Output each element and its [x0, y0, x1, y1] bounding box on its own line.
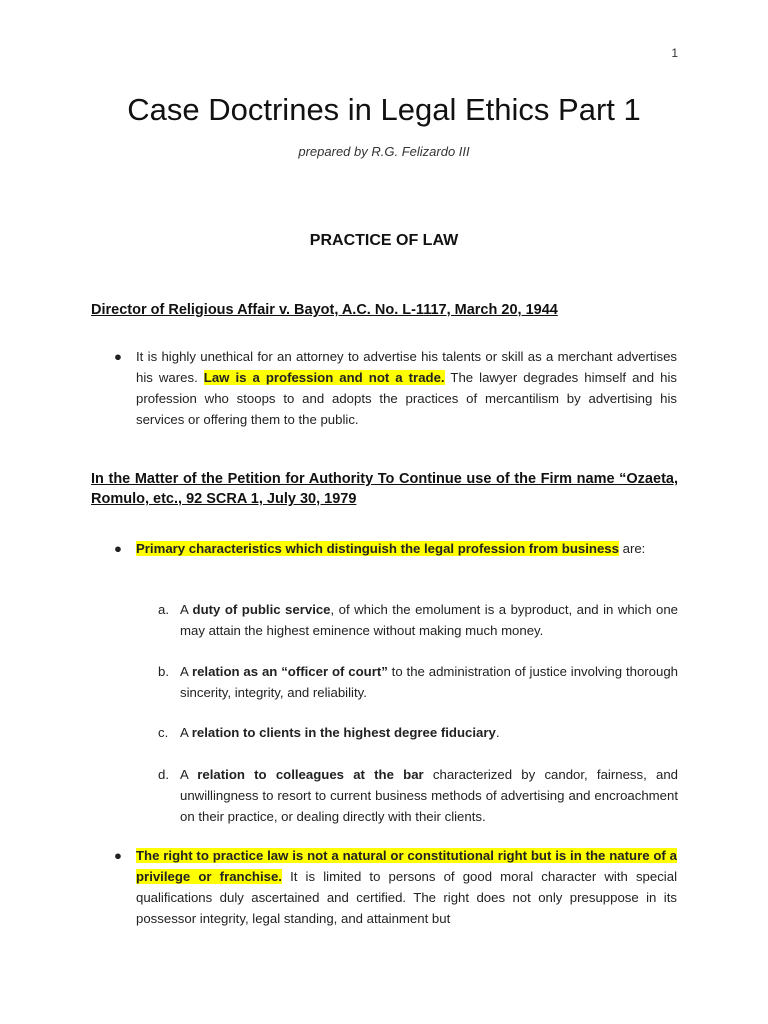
sub-item-post: . — [495, 725, 500, 740]
bullet-text — [136, 845, 677, 929]
sub-item-d — [158, 764, 678, 827]
bullet-text — [136, 346, 677, 430]
sub-item-bold: relation as an “officer of court” — [191, 664, 388, 679]
highlighted-text: Primary characteristics which distinguish the legal profession from business — [136, 541, 619, 556]
sub-item-pre: A — [180, 767, 198, 782]
bullet-primary-characteristics — [116, 538, 677, 559]
sub-item-letter: b. — [158, 664, 169, 679]
sub-item-c — [158, 722, 678, 743]
sub-item-a — [158, 599, 678, 641]
sub-item-pre: A — [180, 602, 193, 617]
document-author: prepared by R.G. Felizardo III — [298, 144, 470, 159]
sub-item-text — [180, 599, 678, 641]
bullet-text-part: The lawyer degrades himself and his profession who stoops to and adopts the practices of mercantilism by advertising his services or offering them to the public. — [136, 370, 678, 427]
sub-item-bold: relation to colleagues at the bar — [197, 767, 424, 782]
document-title: Case Doctrines in Legal Ethics Part 1 — [127, 92, 641, 127]
sub-item-pre: A — [180, 664, 192, 679]
bullet-text — [136, 538, 677, 559]
bullet-dot: ● — [114, 541, 122, 556]
bullet-right-to-practice — [116, 845, 677, 929]
sub-item-text — [180, 764, 678, 827]
sub-item-letter: d. — [158, 767, 169, 782]
highlighted-text: The right to practice law is not a natural or constitutional right but is in the nature of a privilege or franchise. — [136, 848, 677, 884]
highlighted-text: Law is a profession and not a trade. — [203, 370, 445, 385]
bullet-text-part: It is highly unethical for an attorney to advertise his talents or skill as a merchant advertises his wares. — [136, 349, 677, 385]
sub-item-bold: relation to clients in the highest degree fiduciary — [191, 725, 496, 740]
case-heading-bayot: Director of Religious Affair v. Bayot, A.C. No. L-1117, March 20, 1944 — [91, 302, 558, 318]
sub-item-post: , of which the emolument is a byproduct, and in which one may attain the highest eminence without making much money. — [180, 602, 679, 638]
bullet-dot: ● — [114, 848, 122, 863]
sub-item-letter: c. — [158, 725, 169, 740]
bullet-dot: ● — [114, 349, 122, 364]
bullet-text-part: are: — [618, 541, 646, 556]
sub-item-post: characterized by candor, fairness, and unwillingness to resort to current business methods of advertising and encroachment on their practice, or dealing directly with their clients. — [180, 767, 678, 824]
sub-item-letter: a. — [158, 602, 169, 617]
section-title: PRACTICE OF LAW — [309, 232, 459, 249]
sub-item-b — [158, 661, 678, 703]
page-number: 1 — [671, 46, 678, 60]
sub-item-post: to the administration of justice involving thorough sincerity, integrity, and reliability. — [180, 664, 679, 700]
sub-item-text — [180, 722, 678, 743]
case-heading-ozaeta: In the Matter of the Petition for Authority To Continue use of the Firm name “Ozaeta, Romulo, etc., 92 SCRA 1, July 30, 1979 — [91, 471, 678, 507]
sub-item-text — [180, 661, 678, 703]
sub-item-bold: duty of public service — [192, 602, 331, 617]
bullet-bayot-doctrine — [116, 346, 677, 430]
bullet-text-part: It is limited to persons of good moral character with special qualifications duly ascertained and certified. The right does not only presuppose in its possessor integrity, legal standing, and attainment but — [136, 869, 677, 926]
sub-item-pre: A — [180, 725, 192, 740]
